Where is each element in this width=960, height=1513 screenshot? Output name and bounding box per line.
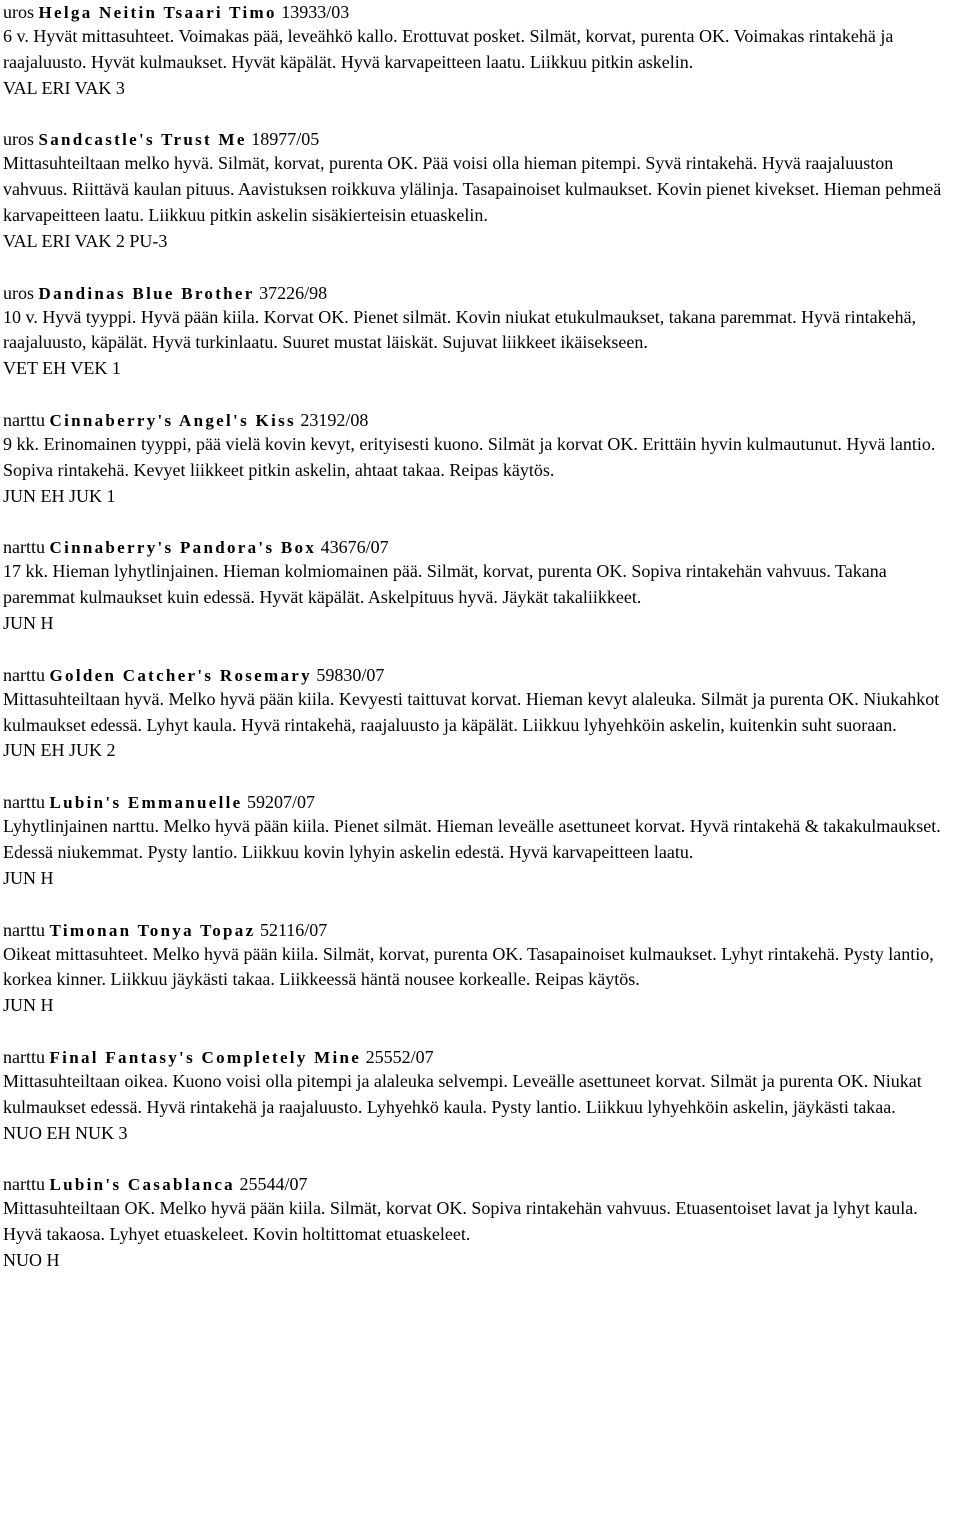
dog-entry [3,127,960,254]
dog-entry [3,408,960,509]
entry-heading [3,408,960,432]
entry-heading [3,281,960,305]
entry-heading [3,790,960,814]
dog-entry [3,535,960,636]
entry-sex: narttu [3,1046,45,1067]
result-line: JUN EH JUK 1 [3,485,116,506]
entry-sex: narttu [3,792,45,813]
critique-text: Mittasuhteiltaan hyvä. Melko hyvä pään kiila. Kevyesti taittuvat korvat. Hieman kevyt alaleuka. Silmät ja purenta OK. Niukahkot kulmaukset edessä. Lyhyt kaula. Hyvä rintakehä, raajaluusto ja käpälät. Liikkuu lyhyehköin askelin, kuitenkin suht suoraan. [3,688,940,735]
entry-sex: uros [3,2,34,22]
dog-name: Golden Catcher's Rosemary [49,665,312,685]
registration-number: 52116/07 [259,919,328,940]
entry-heading [3,535,960,559]
critique-text: Mittasuhteiltaan OK. Melko hyvä pään kiila. Silmät, korvat OK. Sopiva rintakehän vahvuus. Etuasentoiset lavat ja lyhyt kaula. Hyvä takaosa. Lyhyet etuaskeleet. Kovin holtittomat etuaskeleet. [3,1198,918,1245]
critique-text: Lyhytlinjainen narttu. Melko hyvä pään kiila. Pienet silmät. Hieman leveälle asettuneet korvat. Hyvä rintakehä & takakulmaukset. Edessä niukemmat. Pysty lantio. Liikkuu kovin lyhyin askelin edestä. Hyvä karvapeitteen laatu. [3,816,941,862]
dog-entry [3,790,960,891]
critique-text: 6 v. Hyvät mittasuhteet. Voimakas pää, leveähkö kallo. Erottuvat posket. Silmät, korvat, purenta OK. Voimakas rintakehä ja raajaluusto. Hyvät kulmaukset. Hyvät käpälät. Hyvä karvapeitteen laatu. Liikkuu pitkin askelin. [3,26,894,72]
dog-name: Helga Neitin Tsaari Timo [38,3,277,22]
entry-sex: narttu [3,409,45,430]
entry-heading [3,918,960,942]
entry-sex: narttu [3,537,45,558]
registration-number: 13933/03 [281,2,350,22]
entry-heading [3,1172,960,1196]
registration-number: 25544/07 [239,1174,308,1195]
registration-number: 59207/07 [247,792,316,813]
critique-text: 9 kk. Erinomainen tyyppi, pää vielä kovin kevyt, erityisesti kuono. Silmät ja korvat OK. Erittäin hyvin kulmautunut. Hyvä lantio. Sopiva rintakehä. Kevyet liikkeet pitkin askelin, ahtaat takaa. Reipas käytös. [3,433,936,480]
result-line: JUN H [3,612,54,633]
result-line: JUN H [3,995,54,1016]
registration-number: 18977/05 [251,129,320,150]
entry-heading [3,0,960,24]
dog-name: Final Fantasy's Completely Mine [49,1047,362,1067]
result-line: JUN EH JUK 2 [3,740,116,761]
result-line: NUO H [3,1249,60,1270]
result-line: VAL ERI VAK 2 PU-3 [3,230,168,251]
dog-entry [3,663,960,764]
result-line: JUN H [3,867,54,888]
entry-sex: uros [3,282,34,303]
dog-name: Cinnaberry's Angel's Kiss [49,410,296,430]
dog-entry [3,0,960,101]
dog-name: Cinnaberry's Pandora's Box [49,538,317,558]
entry-sex: uros [3,129,34,150]
dog-name: Sandcastle's Trust Me [38,130,247,150]
entry-heading [3,127,960,151]
entry-sex: narttu [3,664,45,685]
dog-name: Lubin's Emmanuelle [49,793,243,813]
critique-text: Oikeat mittasuhteet. Melko hyvä pään kiila. Silmät, korvat, purenta OK. Tasapainoiset kulmaukset. Lyhyt rintakehä. Pysty lantio, korkea kinner. Liikkuu jäykästi takaa. Liikkeessä häntä nousee korkealle. Reipas käytös. [3,943,934,990]
critique-text: 10 v. Hyvä tyyppi. Hyvä pään kiila. Korvat OK. Pienet silmät. Kovin niukat etukulmaukset, takana paremmat. Hyvä rintakehä, raajaluusto, käpälät. Hyvä turkinlaatu. Suuret mustat läiskät. Sujuvat liikkeet ikäisekseen. [3,306,917,353]
registration-number: 43676/07 [320,537,389,558]
dog-name: Lubin's Casablanca [49,1175,235,1195]
entry-sex: narttu [3,919,45,940]
registration-number: 25552/07 [365,1046,434,1067]
dog-entry [3,1045,960,1146]
registration-number: 37226/98 [259,282,328,303]
critique-text: Mittasuhteiltaan oikea. Kuono voisi olla pitempi ja alaleuka selvempi. Leveälle asettuneet korvat. Silmät ja purenta OK. Niukat kulmaukset edessä. Hyvä rintakehä ja raajaluusto. Lyhyehkö kaula. Pysty lantio. Liikkuu lyhyehköin askelin, jäykästi takaa. [3,1070,922,1117]
entry-heading [3,663,960,687]
result-line: VET EH VEK 1 [3,358,121,379]
dog-entry [3,1172,960,1273]
registration-number: 23192/08 [300,409,369,430]
critique-text: 17 kk. Hieman lyhytlinjainen. Hieman kolmiomainen pää. Silmät, korvat, purenta OK. Sopiva rintakehän vahvuus. Takana paremmat kulmaukset kuin edessä. Hyvät käpälät. Askelpituus hyvä. Jäykät takaliikkeet. [3,561,887,608]
entry-heading [3,1045,960,1069]
result-line: NUO EH NUK 3 [3,1122,128,1143]
dog-name: Dandinas Blue Brother [38,283,255,303]
dog-name: Timonan Tonya Topaz [49,920,256,940]
dog-entry [3,281,960,382]
entry-sex: narttu [3,1174,45,1195]
result-line: VAL ERI VAK 3 [3,77,125,98]
critique-text: Mittasuhteiltaan melko hyvä. Silmät, korvat, purenta OK. Pää voisi olla hieman pitempi. Syvä rintakehä. Hyvä raajaluuston vahvuus. Riittävä kaulan pituus. Aavistuksen roikkuva ylälinja. Tasapainoiset kulmaukset. Kovin pienet kivekset. Hieman pehmeä karvapeitteen laatu. Liikkuu pitkin askelin sisäkierteisin etuaskelin. [3,153,942,225]
registration-number: 59830/07 [316,664,385,685]
dog-entry [3,918,960,1019]
